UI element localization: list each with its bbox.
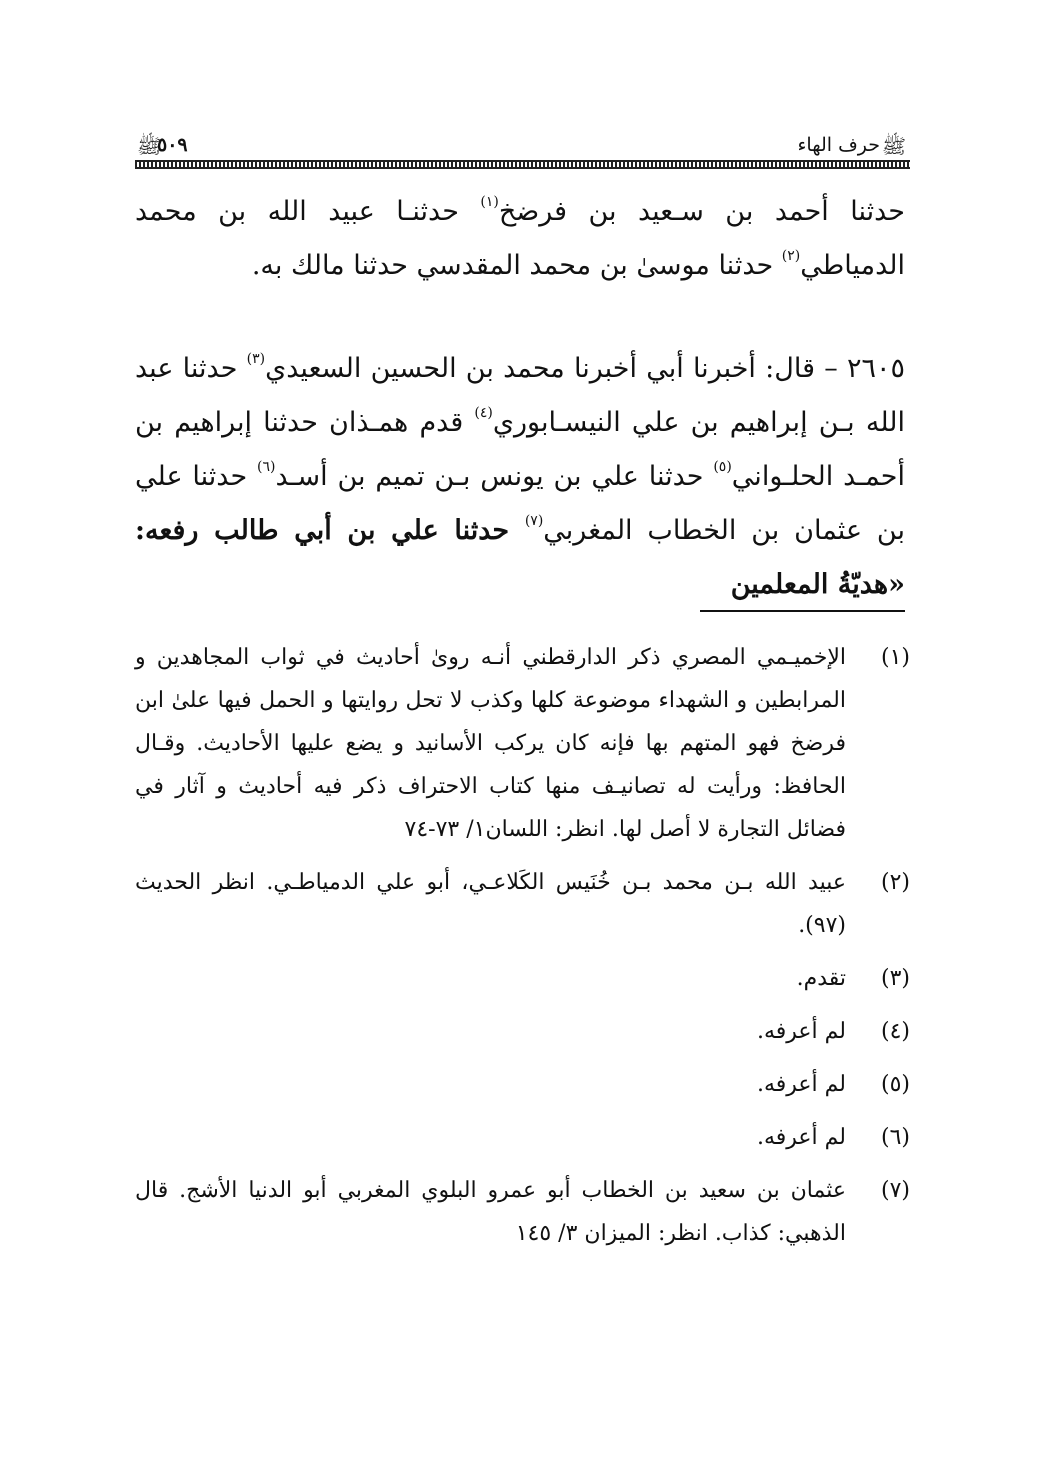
footnote-ref[interactable]: (٥) — [713, 459, 732, 475]
footnote-text: عثمان بن سعيد بن الخطاب أبو عمرو البلوي المغربي أبو الدنيا الأشج. قال الذهبي: كذاب. انظر: الميزان ٣/ ١٤٥ — [135, 1178, 846, 1246]
footnote-ref[interactable]: (٣) — [246, 351, 266, 367]
footnote-item — [135, 1010, 910, 1053]
text-segment: حدثنا علي بن عثمان بن الخطاب المغربي — [135, 461, 905, 546]
footnote-ref[interactable]: (٤) — [474, 405, 493, 421]
paragraph-2605 — [135, 342, 905, 612]
page-number: ٥٠٩ — [157, 134, 188, 156]
text-segment: قدم همـذان حدثنا إبراهيم بن أحمـد الحلـواني — [135, 407, 905, 492]
ornament-right-icon: ﷺ — [881, 134, 906, 158]
footnote-item — [135, 1063, 910, 1106]
footnote-text: لم أعرفه. — [756, 1019, 846, 1044]
footnote-text: عبيد الله بـن محمد بـن خُنَيس الكَلاعـي، أبو علي الدمياطـي. انظر الحديث (٩٧). — [135, 870, 846, 938]
footnote-item — [135, 636, 910, 851]
footnote-number: (٧) — [880, 1178, 910, 1203]
footnote-item — [135, 1169, 910, 1255]
text-segment: حدثنـا عبيد الله بن محمد الدمياطي — [135, 196, 905, 281]
footnote-number: (٢) — [880, 870, 910, 895]
footnote-number: (٦) — [880, 1125, 910, 1150]
footnote-ref[interactable]: (١) — [480, 194, 499, 210]
text-segment: حدثنا أحمد بن سـعيد بن فرضخ — [498, 196, 905, 227]
footnote-separator — [700, 610, 905, 612]
footnote-text: لم أعرفه. — [756, 1072, 846, 1097]
footnote-number: (٤) — [880, 1019, 910, 1044]
footnote-item — [135, 957, 910, 1000]
header-rule — [135, 160, 910, 169]
footnote-number: (٣) — [880, 966, 910, 991]
footnotes — [135, 636, 910, 1255]
page-header — [135, 128, 910, 168]
footnote-number: (٥) — [880, 1072, 910, 1097]
footnote-text: لم أعرفه. — [756, 1125, 846, 1150]
footnote-number: (١) — [880, 645, 910, 670]
footnote-ref[interactable]: (٦) — [256, 459, 276, 475]
footnote-ref[interactable]: (٢) — [781, 248, 801, 264]
footnote-text: الإخميـمي المصري ذكر الدارقطني أنـه روىٰ أحاديث في ثواب المجاهدين و المرابطين و الشهداء موضوعة كلها وكذب لا تحل روايتها و الحمل فيها علىٰ ابن فرضخ فهو المتهم بها فإنه كان يركب الأسانيد و يضع عليها الأحاديث. وقـال الحافظ: ورأيت له تصانيـف منها كتاب الاحتراف ذكر فيه أحاديث و آثار في فضائل التجارة لا أصل لها. انظر: اللسان١/ ٧٣-٧٤ — [135, 645, 846, 842]
chapter-title: حرف الهاء — [797, 134, 880, 156]
footnote-ref[interactable]: (٧) — [524, 513, 544, 529]
paragraph-1 — [135, 185, 905, 293]
ornament-left-icon: ﷺ — [137, 134, 162, 158]
footnote-text: تقدم. — [796, 966, 846, 991]
text-segment: حدثنا موسىٰ بن محمد المقدسي حدثنا مالك به. — [251, 250, 782, 281]
text-segment: ٢٦٠٥ – قال: أخبرنا أبي أخبرنا محمد بن الحسين السعيدي — [265, 353, 905, 384]
hadith-text-bold: حدثنا علي بن أبي طالب رفعه: «هديّةُ المعلمين — [135, 515, 905, 600]
text-segment: حدثنا عبد الله بـن إبراهيم بن علي النيسـابوري — [135, 353, 905, 438]
footnote-item — [135, 1116, 910, 1159]
text-segment: حدثنا علي بن يونس بـن تميم بن أسـد — [275, 461, 714, 492]
footnote-item — [135, 861, 910, 947]
